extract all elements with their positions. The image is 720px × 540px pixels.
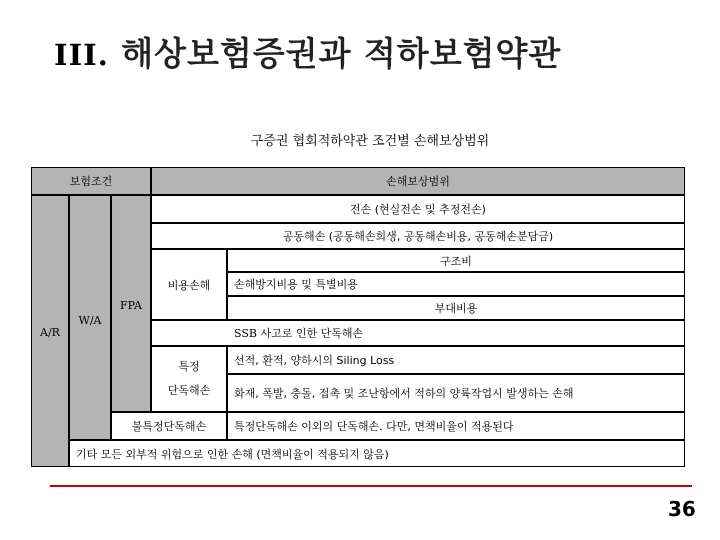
- title-roman-numeral: III.: [54, 38, 109, 72]
- row-fire: 화재, 폭발, 충돌, 접촉 및 조난항에서 적하의 양륙작업시 발생하는 손해: [227, 374, 685, 412]
- slide-title: [54, 28, 561, 75]
- condition-fpa-label: FPA: [120, 298, 142, 312]
- footer-divider: [50, 485, 692, 487]
- row-ssb: SSB 사고로 인한 단독해손: [151, 320, 685, 346]
- title-text: 해상보험증권과 적하보험약관: [121, 34, 562, 73]
- table-subtitle: 구증권 협회적하약관 조건별 손해보상범위: [250, 134, 490, 149]
- row-incidental: 부대비용: [227, 296, 685, 320]
- row-general-average: 공동해손 (공동해손희생, 공동해손비용, 공동해손분담금): [151, 223, 685, 249]
- row-other-risks: 기타 모든 외부적 위험으로 인한 손해 (면책비율이 적용되지 않음): [69, 440, 685, 467]
- row-unspecified: 특정단독해손 이외의 단독해손. 다만, 면책비율이 적용된다: [227, 412, 685, 440]
- row-salvage: 구조비: [227, 249, 685, 272]
- expense-loss-text: 비용손해: [167, 278, 211, 292]
- condition-wa-label: W/A: [78, 313, 102, 327]
- expense-loss-label: [151, 249, 227, 320]
- condition-ar-label: A/R: [40, 325, 60, 339]
- particular-label-line1: 특정: [178, 360, 200, 373]
- unspecified-particular-label: 불특정단독해손: [111, 412, 227, 440]
- page-number: 36: [668, 497, 696, 521]
- row-total-loss: 전손 (현실전손 및 추정전손): [151, 195, 685, 223]
- header-loss-coverage: 손해보상범위: [151, 167, 685, 195]
- header-insurance-condition: 보험조건: [31, 167, 151, 195]
- row-sue-labour: 손해방지비용 및 특별비용: [227, 272, 685, 296]
- particular-average-label: [151, 346, 227, 412]
- particular-label-line2: 단독해손: [167, 384, 211, 397]
- row-stranding: 선적, 환적, 양하시의 Siling Loss: [227, 346, 685, 374]
